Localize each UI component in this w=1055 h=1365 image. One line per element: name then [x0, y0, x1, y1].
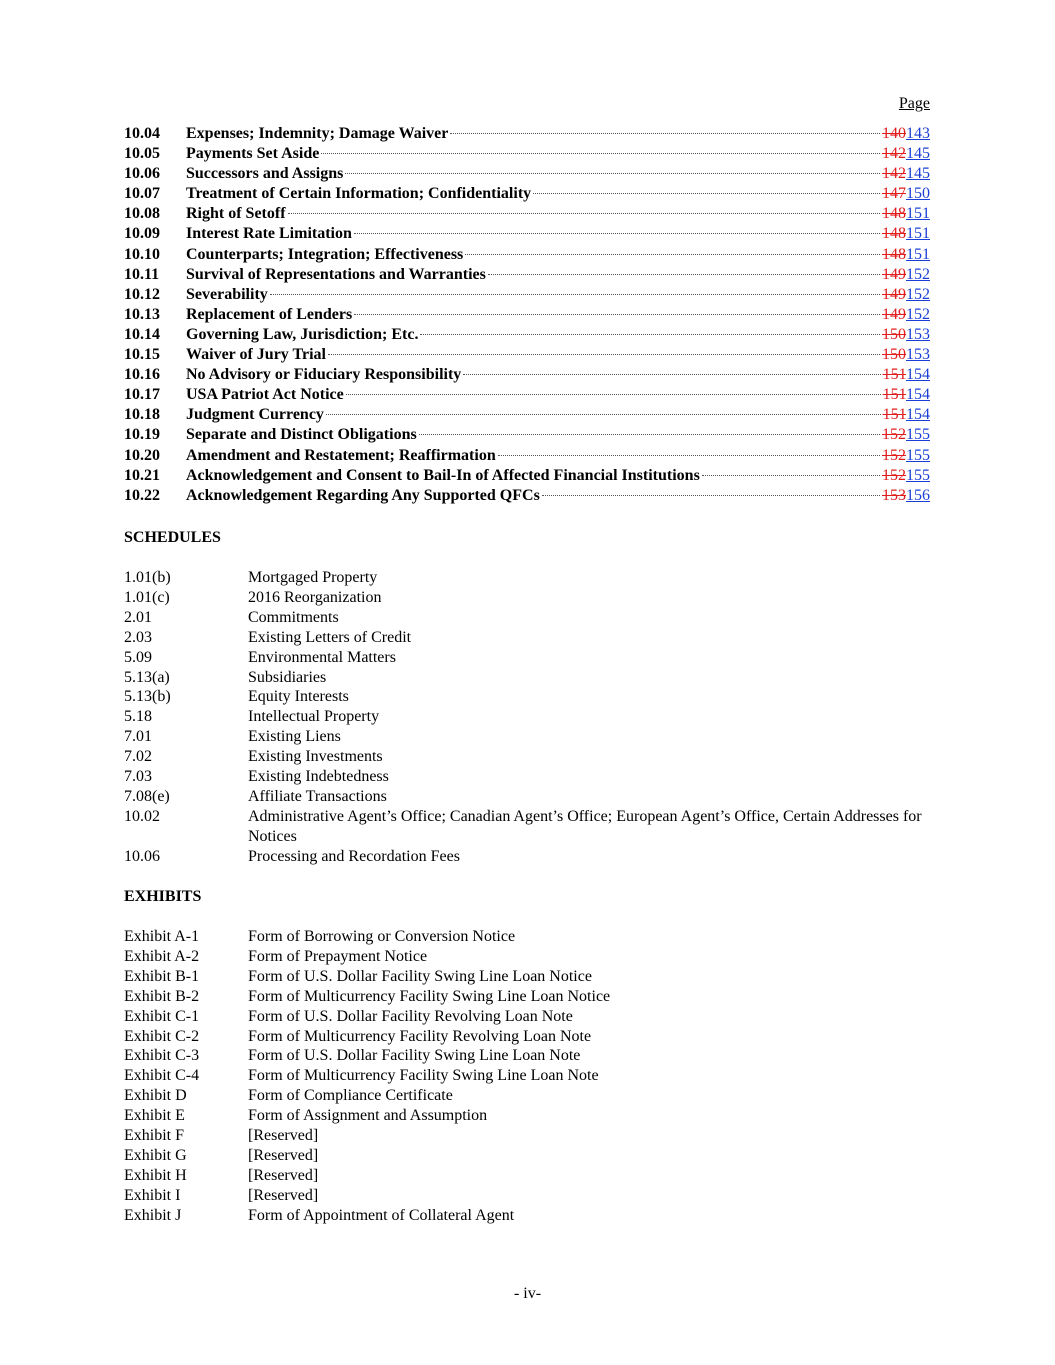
- toc-deleted-page: 149: [882, 305, 906, 323]
- exhibit-item-title: Form of Compliance Certificate: [248, 1087, 453, 1105]
- toc-entry[interactable]: [124, 385, 930, 405]
- toc-inserted-page-link[interactable]: 143: [906, 125, 930, 142]
- schedule-item-number: 5.09: [124, 648, 152, 666]
- toc-page-number: [882, 486, 930, 506]
- toc-dot-leader: [533, 193, 880, 194]
- toc-section-title: Survival of Representations and Warranties: [186, 265, 486, 283]
- exhibit-item: [124, 1166, 930, 1186]
- schedule-item-title: Subsidiaries: [248, 668, 327, 686]
- exhibit-item-title: Form of Borrowing or Conversion Notice: [248, 928, 516, 945]
- toc-dot-leader: [420, 334, 880, 335]
- toc-page-number: [882, 325, 930, 345]
- toc-deleted-page: 142: [882, 165, 906, 183]
- schedule-item: [124, 787, 930, 807]
- toc-entry[interactable]: [124, 184, 930, 204]
- toc-entry[interactable]: [124, 365, 930, 385]
- toc-section-number: 10.06: [124, 165, 160, 183]
- schedule-item-title: Processing and Recordation Fees: [248, 847, 460, 865]
- schedule-item-title: Intellectual Property: [248, 708, 380, 726]
- toc-inserted-page-link[interactable]: 154: [906, 386, 930, 404]
- toc-entry[interactable]: [124, 144, 930, 164]
- toc-deleted-page: 149: [882, 285, 906, 303]
- schedule-item-title: Existing Indebtedness: [248, 768, 389, 786]
- toc-page-number: [883, 365, 930, 385]
- toc-section-title: Treatment of Certain Information; Confidentiality: [186, 185, 532, 203]
- toc-section-title: Separate and Distinct Obligations: [186, 426, 417, 444]
- schedule-item-number: 1.01(b): [124, 569, 171, 586]
- toc-deleted-page: 148: [882, 245, 906, 263]
- toc-section-number: 10.08: [124, 205, 160, 223]
- toc-section-number: 10.20: [124, 446, 160, 464]
- toc-dot-leader: [450, 133, 880, 134]
- schedule-item: [124, 588, 930, 608]
- page-column-header: [124, 94, 930, 114]
- exhibit-item: [124, 1027, 930, 1047]
- toc-page-number: [883, 385, 930, 405]
- toc-section-number: 10.21: [124, 466, 160, 484]
- exhibits-list: [124, 927, 930, 1226]
- toc-section-number: 10.05: [124, 145, 160, 163]
- schedule-item-number: 5.13(a): [124, 668, 170, 686]
- exhibit-item: [124, 1206, 930, 1226]
- schedule-item-title: Equity Interests: [248, 688, 349, 706]
- toc-page-number: [883, 405, 930, 425]
- toc-entry[interactable]: [124, 486, 930, 506]
- toc-dot-leader: [326, 414, 881, 415]
- toc-section-number: 10.11: [124, 265, 160, 283]
- toc-page-number: [882, 124, 930, 144]
- toc-section-title: Acknowledgement Regarding Any Supported QFCs: [186, 486, 540, 504]
- toc-entry[interactable]: [124, 204, 930, 224]
- exhibit-item-number: Exhibit A-1: [124, 928, 200, 945]
- schedule-item: [124, 568, 930, 588]
- toc-section-number: 10.14: [124, 325, 160, 343]
- schedule-item-title: 2016 Reorganization: [248, 588, 382, 606]
- toc-inserted-page-link[interactable]: 153: [906, 346, 930, 364]
- exhibit-item: [124, 947, 930, 967]
- toc-section-number: 10.09: [124, 225, 160, 243]
- toc-deleted-page: 148: [882, 205, 906, 223]
- toc-deleted-page: 151: [882, 366, 906, 384]
- toc-deleted-page: 151: [882, 386, 906, 404]
- schedule-item-number: 7.01: [124, 728, 152, 746]
- schedule-item: [124, 707, 930, 727]
- schedule-item: [124, 767, 930, 787]
- schedule-item-number: 2.01: [124, 608, 152, 626]
- exhibit-item-number: Exhibit C-1: [124, 1007, 200, 1025]
- schedule-item-title: Affiliate Transactions: [248, 787, 387, 805]
- toc-dot-leader: [498, 455, 880, 456]
- schedule-item: [124, 727, 930, 747]
- exhibit-item-title: Form of U.S. Dollar Facility Swing Line Loan Note: [248, 1047, 581, 1065]
- schedule-item-title: Existing Liens: [248, 728, 341, 746]
- schedule-item-title: Commitments: [248, 608, 339, 626]
- toc-page-number: [882, 204, 930, 224]
- exhibit-item-title: Form of Multicurrency Facility Swing Line Loan Note: [248, 1067, 599, 1085]
- schedules-heading: SCHEDULES: [124, 529, 221, 546]
- schedule-item-number: 1.01(c): [124, 588, 170, 606]
- toc-page-number: [882, 466, 930, 486]
- exhibit-item: [124, 927, 930, 947]
- toc-entry[interactable]: [124, 245, 930, 265]
- exhibit-item: [124, 1106, 930, 1126]
- toc-deleted-page: 152: [882, 446, 906, 464]
- exhibit-item: [124, 1146, 930, 1166]
- schedules-list: [124, 568, 930, 867]
- schedule-item-number: 7.03: [124, 768, 152, 786]
- schedule-item-number: 7.02: [124, 748, 152, 766]
- toc-section-number: 10.18: [124, 406, 160, 424]
- schedule-item-title: Existing Letters of Credit: [248, 628, 412, 646]
- toc-deleted-page: 147: [882, 185, 906, 203]
- exhibit-item-title: [Reserved]: [248, 1146, 319, 1164]
- toc-section-title: No Advisory or Fiduciary Responsibility: [186, 366, 462, 384]
- exhibit-item: [124, 987, 930, 1007]
- toc-dot-leader: [463, 374, 880, 375]
- exhibits-heading: EXHIBITS: [124, 888, 202, 905]
- schedule-item: [124, 747, 930, 767]
- toc-inserted-page-link[interactable]: 155: [906, 446, 930, 464]
- toc-section-title: Counterparts; Integration; Effectiveness: [186, 245, 464, 263]
- toc-inserted-page-link[interactable]: 145: [906, 165, 930, 183]
- toc-page-number: [882, 184, 930, 204]
- toc-page-number: [882, 425, 930, 445]
- toc-dot-leader: [542, 495, 880, 496]
- toc-deleted-page: 148: [882, 225, 906, 243]
- exhibit-item-title: Form of U.S. Dollar Facility Revolving Loan Note: [248, 1007, 573, 1025]
- toc-section-title: Severability: [186, 285, 268, 303]
- toc-page-number: [882, 345, 930, 365]
- toc-inserted-page-link[interactable]: 154: [906, 406, 930, 424]
- toc-deleted-page: 152: [882, 466, 906, 484]
- toc-section-title: Governing Law, Jurisdiction; Etc.: [186, 325, 419, 343]
- schedule-item: [124, 608, 930, 628]
- toc-dot-leader: [328, 354, 880, 355]
- exhibit-item-title: [Reserved]: [248, 1186, 319, 1204]
- exhibit-item: [124, 1086, 930, 1106]
- toc-section-number: 10.04: [124, 125, 160, 142]
- schedule-item: [124, 648, 930, 668]
- exhibit-item-number: Exhibit I: [124, 1186, 181, 1204]
- toc-section-number: 10.12: [124, 285, 160, 303]
- toc-dot-leader: [419, 434, 880, 435]
- toc-deleted-page: 151: [882, 406, 906, 424]
- toc-section-title: Amendment and Restatement; Reaffirmation: [186, 446, 496, 464]
- exhibit-item-number: Exhibit G: [124, 1146, 187, 1164]
- toc-deleted-page: 153: [882, 486, 906, 504]
- toc-page-number: [882, 265, 930, 285]
- exhibit-item-number: Exhibit C-4: [124, 1067, 200, 1085]
- toc-dot-leader: [321, 153, 880, 154]
- toc-entry[interactable]: [124, 446, 930, 466]
- schedule-item: [124, 847, 930, 867]
- page-label: Page: [898, 95, 930, 112]
- exhibit-item-title: Form of U.S. Dollar Facility Swing Line Loan Notice: [248, 967, 592, 985]
- toc-dot-leader: [465, 254, 880, 255]
- toc-inserted-page-link[interactable]: 150: [906, 185, 930, 203]
- schedule-item-number: 2.03: [124, 628, 152, 646]
- schedule-item-number: 10.06: [124, 847, 160, 865]
- toc-section-title: Waiver of Jury Trial: [186, 346, 326, 364]
- toc-inserted-page-link[interactable]: 151: [906, 205, 930, 223]
- schedule-item: [124, 807, 930, 847]
- toc-entry[interactable]: [124, 285, 930, 305]
- toc-page-number: [882, 305, 930, 325]
- toc-section-number: 10.10: [124, 245, 160, 263]
- toc-deleted-page: 152: [882, 426, 906, 444]
- exhibit-item-title: Form of Multicurrency Facility Swing Line Loan Notice: [248, 987, 611, 1005]
- schedule-item-title: Environmental Matters: [248, 648, 396, 666]
- toc-inserted-page-link[interactable]: 153: [906, 325, 930, 343]
- toc-page-number: [882, 224, 930, 244]
- toc-deleted-page: 142: [882, 145, 906, 163]
- exhibit-item-title: Form of Prepayment Notice: [248, 947, 428, 965]
- toc-page-number: [882, 446, 930, 466]
- exhibit-item: [124, 1066, 930, 1086]
- toc-entry[interactable]: [124, 325, 930, 345]
- schedule-item-number: 10.02: [124, 807, 160, 825]
- toc-inserted-page-link[interactable]: 156: [906, 486, 930, 504]
- toc-dot-leader: [270, 294, 880, 295]
- toc-inserted-page-link[interactable]: 154: [906, 366, 930, 384]
- toc-dot-leader: [288, 213, 880, 214]
- exhibit-item: [124, 1046, 930, 1066]
- toc-dot-leader: [354, 233, 880, 234]
- schedule-item-title: Mortgaged Property: [248, 569, 378, 586]
- toc-inserted-page-link[interactable]: 155: [906, 426, 930, 444]
- exhibit-item-number: Exhibit F: [124, 1127, 185, 1145]
- toc-page-number: [882, 245, 930, 265]
- exhibit-item-number: Exhibit A-2: [124, 947, 200, 965]
- toc-section-title: Successors and Assigns: [186, 165, 344, 183]
- toc-section-number: 10.16: [124, 366, 160, 384]
- toc-section-title: Payments Set Aside: [186, 145, 320, 163]
- schedule-item-title: Administrative Agent’s Office; Canadian Agent’s Office; European Agent’s Office, Certain Addresses for Notices: [248, 807, 922, 845]
- exhibit-item-number: Exhibit H: [124, 1166, 187, 1184]
- toc-deleted-page: 150: [882, 346, 906, 364]
- toc-section-number: 10.15: [124, 346, 160, 364]
- toc-inserted-page-link[interactable]: 151: [906, 245, 930, 263]
- toc-section-title: Judgment Currency: [186, 406, 324, 424]
- exhibit-item-number: Exhibit D: [124, 1087, 187, 1105]
- toc-entry[interactable]: [124, 265, 930, 285]
- toc-dot-leader: [702, 475, 880, 476]
- exhibit-item-title: Form of Appointment of Collateral Agent: [248, 1206, 515, 1224]
- toc-section-title: Interest Rate Limitation: [186, 225, 352, 243]
- exhibit-item-title: [Reserved]: [248, 1127, 319, 1145]
- exhibit-item-number: Exhibit C-2: [124, 1027, 200, 1045]
- exhibit-item-title: Form of Assignment and Assumption: [248, 1107, 488, 1125]
- toc-dot-leader: [354, 314, 880, 315]
- toc-inserted-page-link[interactable]: 145: [906, 145, 930, 163]
- toc-section-title: USA Patriot Act Notice: [186, 386, 344, 404]
- toc-dot-leader: [488, 274, 880, 275]
- toc-entry[interactable]: [124, 305, 930, 325]
- page-number-footer: - iv-: [513, 1285, 542, 1302]
- exhibit-item-number: Exhibit B-1: [124, 967, 200, 985]
- toc-section-title: Acknowledgement and Consent to Bail-In of Affected Financial Institutions: [186, 466, 700, 484]
- toc-section-number: 10.13: [124, 305, 160, 323]
- toc-entry[interactable]: [124, 164, 930, 184]
- table-of-contents: [124, 124, 930, 506]
- toc-section-number: 10.19: [124, 426, 160, 444]
- toc-section-title: Expenses; Indemnity; Damage Waiver: [186, 125, 449, 142]
- toc-page-number: [882, 144, 930, 164]
- toc-deleted-page: 149: [882, 265, 906, 283]
- toc-inserted-page-link[interactable]: 152: [906, 305, 930, 323]
- toc-entry[interactable]: [124, 124, 930, 144]
- toc-inserted-page-link[interactable]: 151: [906, 225, 930, 243]
- toc-entry[interactable]: [124, 425, 930, 445]
- toc-inserted-page-link[interactable]: 155: [906, 466, 930, 484]
- schedule-item: [124, 628, 930, 648]
- toc-entry[interactable]: [124, 466, 930, 486]
- exhibit-item-title: Form of Multicurrency Facility Revolving Loan Note: [248, 1027, 592, 1045]
- toc-deleted-page: 140: [882, 125, 906, 142]
- exhibit-item-number: Exhibit J: [124, 1206, 182, 1224]
- toc-page-number: [882, 164, 930, 184]
- toc-page-number: [882, 285, 930, 305]
- toc-entry[interactable]: [124, 405, 930, 425]
- toc-entry[interactable]: [124, 345, 930, 365]
- exhibit-item-number: Exhibit E: [124, 1107, 185, 1125]
- schedule-item: [124, 687, 930, 707]
- toc-section-title: Right of Setoff: [186, 205, 286, 223]
- toc-dot-leader: [345, 173, 880, 174]
- toc-section-title: Replacement of Lenders: [186, 305, 353, 323]
- toc-inserted-page-link[interactable]: 152: [906, 265, 930, 283]
- exhibit-item: [124, 1007, 930, 1027]
- toc-section-number: 10.22: [124, 486, 160, 504]
- toc-inserted-page-link[interactable]: 152: [906, 285, 930, 303]
- exhibit-item-number: Exhibit B-2: [124, 987, 200, 1005]
- toc-section-number: 10.17: [124, 386, 160, 404]
- schedule-item: [124, 668, 930, 688]
- exhibit-item: [124, 1126, 930, 1146]
- toc-section-number: 10.07: [124, 185, 160, 203]
- schedule-item-title: Existing Investments: [248, 748, 383, 766]
- schedule-item-number: 5.13(b): [124, 688, 171, 706]
- toc-entry[interactable]: [124, 224, 930, 244]
- exhibit-item-number: Exhibit C-3: [124, 1047, 200, 1065]
- toc-deleted-page: 150: [882, 325, 906, 343]
- exhibit-item: [124, 967, 930, 987]
- exhibit-item-title: [Reserved]: [248, 1166, 319, 1184]
- schedule-item-number: 7.08(e): [124, 787, 170, 805]
- schedule-item-number: 5.18: [124, 708, 152, 726]
- exhibit-item: [124, 1186, 930, 1206]
- toc-dot-leader: [346, 394, 881, 395]
